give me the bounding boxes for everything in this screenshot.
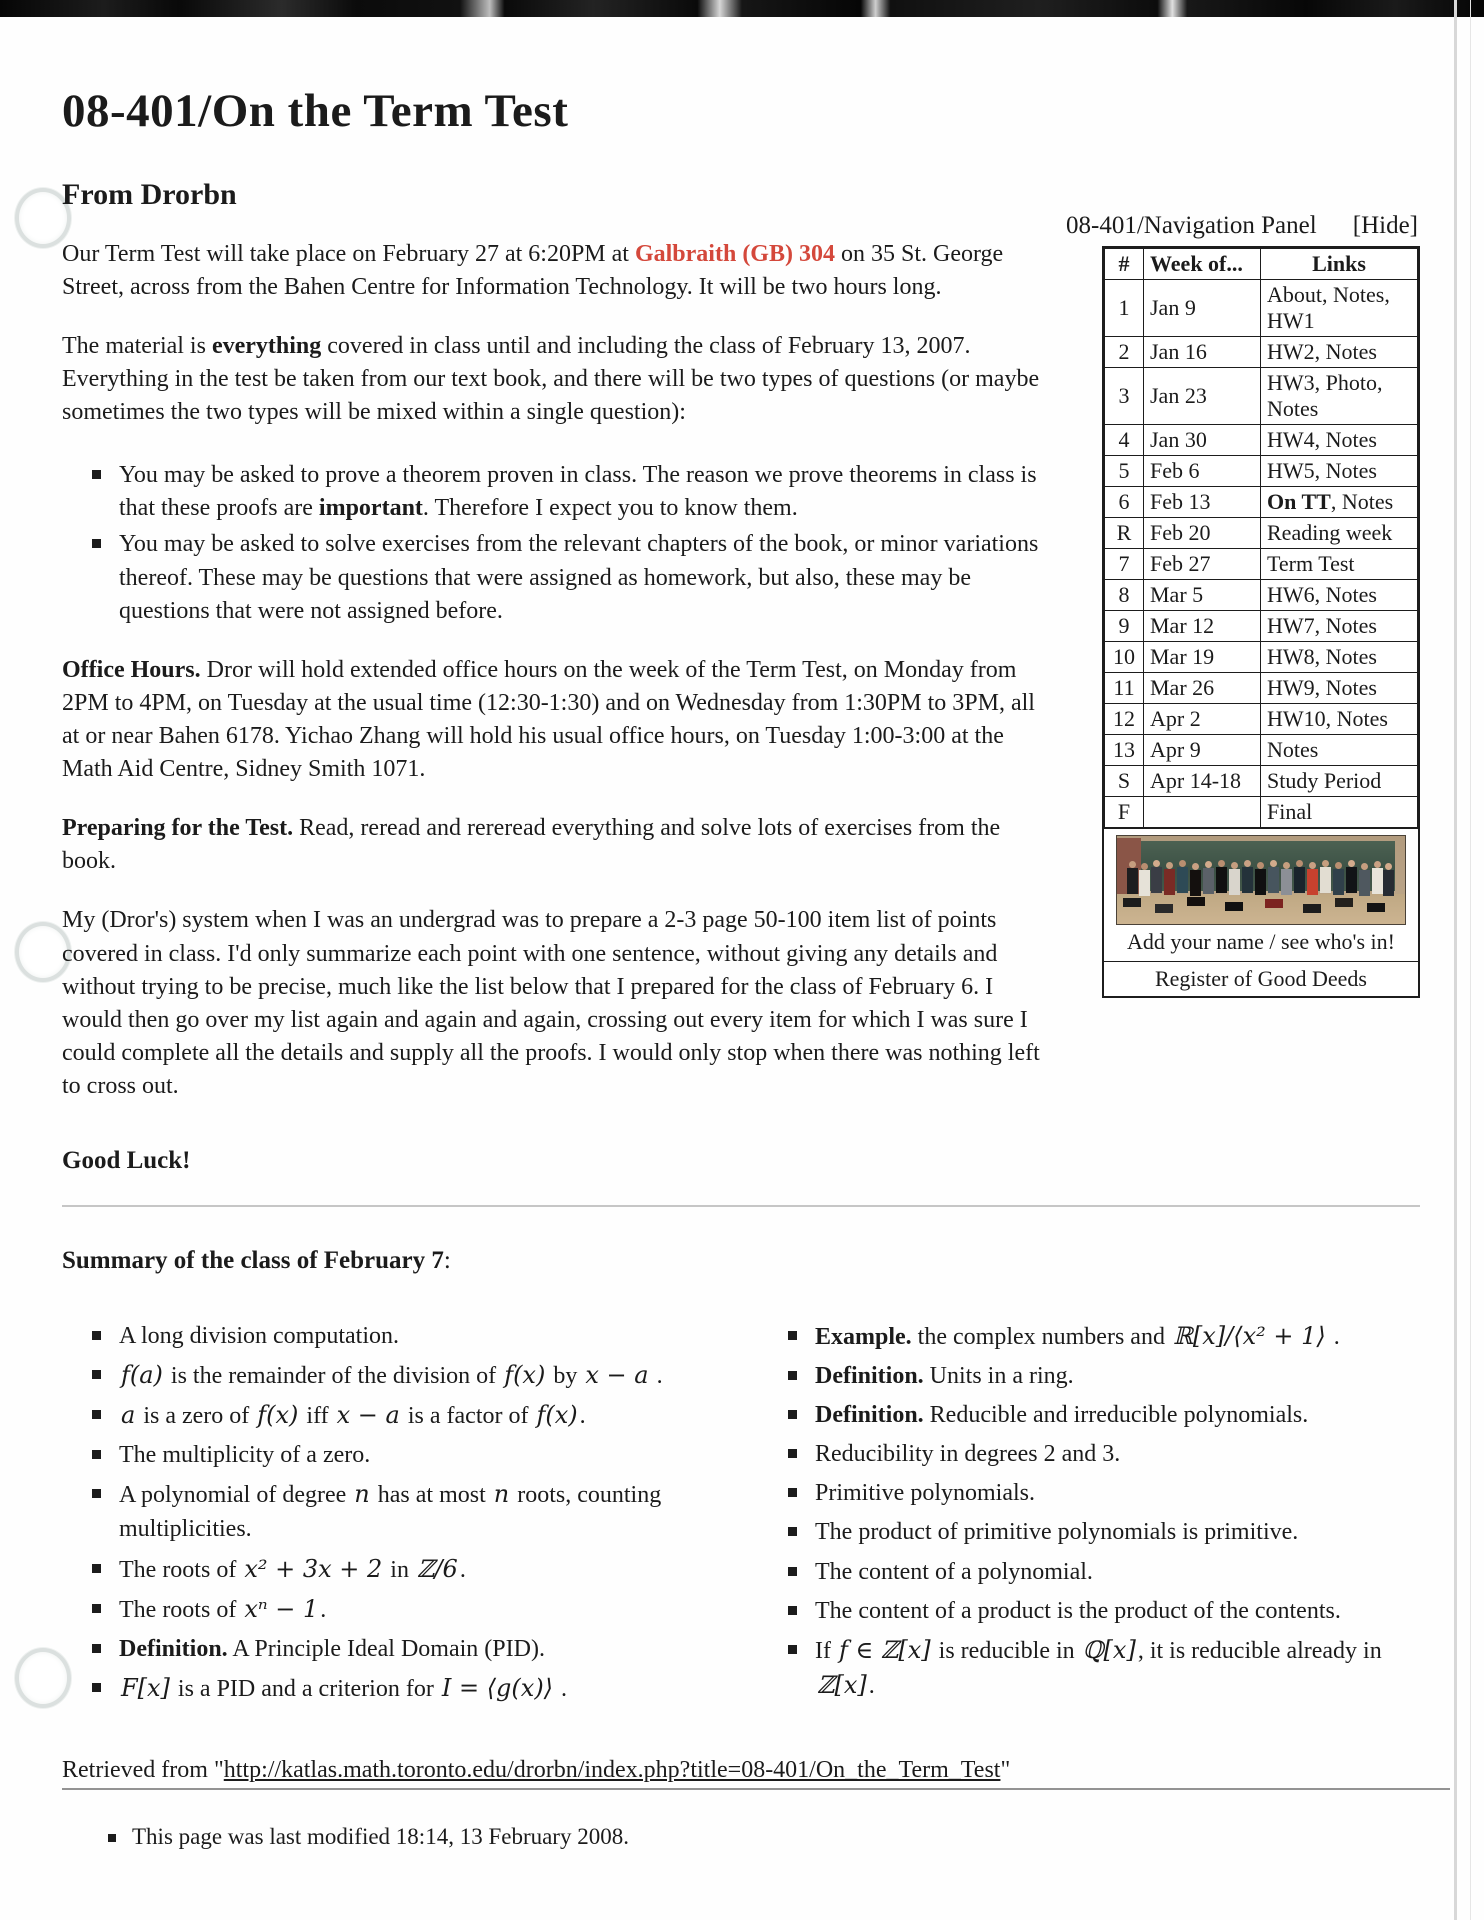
schedule-row [1105, 703, 1418, 734]
text-segment: ℚ[x] [1082, 1635, 1136, 1664]
text-segment: Definition. [815, 1402, 924, 1429]
week-of-cell: Jan 9 [1144, 279, 1261, 336]
week-of-cell [1144, 796, 1261, 827]
links-cell[interactable] [1261, 424, 1418, 455]
list-item [788, 1515, 1420, 1549]
text-segment: , it is reducible already in [1137, 1637, 1382, 1664]
section-divider [62, 1205, 1420, 1207]
column-header-number: # [1105, 248, 1144, 279]
text-segment: Office Hours. [62, 656, 201, 683]
list-item [788, 1633, 1420, 1703]
last-modified-text: This page was last modified 18:14, 13 February 2008. [108, 1824, 1420, 1850]
text-segment: . [650, 1363, 663, 1390]
week-of-cell: Feb 13 [1144, 486, 1261, 517]
text-segment: Notes [1267, 736, 1319, 762]
text-segment: The content of a polynomial. [815, 1558, 1093, 1585]
text-segment: covered in class until and including the class of February 13, 2007. Everything in the test be taken from our text book, and there will be two types of questions (or maybe sometimes the two types will be mixed within a single question): [62, 332, 1040, 426]
text-segment: The multiplicity of a zero. [119, 1442, 371, 1469]
schedule-header-row [1105, 248, 1418, 279]
text-segment: f(a) [121, 1361, 163, 1390]
week-of-cell: Jan 16 [1144, 336, 1261, 367]
retrieved-from-label: Retrieved from " [62, 1756, 224, 1783]
week-number-cell: 2 [1105, 336, 1144, 367]
text-segment: roots, counting multiplicities. [119, 1482, 662, 1543]
text-segment: A Principle Ideal Domain (PID). [227, 1635, 545, 1662]
week-of-cell: Feb 6 [1144, 455, 1261, 486]
text-segment: Summary of the class of February 7 [62, 1247, 444, 1275]
text-segment: F[x] [121, 1673, 170, 1702]
text-segment: . [555, 1675, 568, 1702]
text-segment: HW10, Notes [1267, 705, 1388, 731]
text-segment: is a zero of [137, 1403, 256, 1430]
week-number-cell: 12 [1105, 703, 1144, 734]
list-item [788, 1319, 1420, 1354]
list-item [92, 459, 1420, 525]
list-item [92, 1398, 724, 1433]
good-luck-text: Good Luck! [62, 1147, 191, 1175]
week-of-cell: Feb 27 [1144, 548, 1261, 579]
week-number-cell: 13 [1105, 734, 1144, 765]
list-item [92, 1477, 724, 1546]
list-item [92, 1319, 724, 1353]
text-segment: x − a [336, 1401, 400, 1430]
text-segment: Definition. [815, 1363, 924, 1390]
schedule-row [1105, 279, 1418, 336]
week-number-cell: 1 [1105, 279, 1144, 336]
list-item [92, 1438, 724, 1472]
add-your-name-link[interactable]: Add your name / see who's in! [1127, 928, 1395, 954]
page-title: 08-401/On the Term Test [62, 85, 569, 137]
text-segment: iff [300, 1403, 335, 1430]
text-segment: f(x) [257, 1401, 299, 1430]
text-segment: n [493, 1480, 510, 1509]
list-item [92, 1671, 724, 1706]
retrieved-from-closing-quote: " [1000, 1756, 1011, 1783]
summary-columns [62, 1319, 1420, 1711]
text-segment: is reducible in [932, 1637, 1081, 1664]
text-segment: f ∈ ℤ[x] [838, 1635, 931, 1664]
schedule-row [1105, 765, 1418, 796]
schedule-row [1105, 641, 1418, 672]
week-number-cell: 11 [1105, 672, 1144, 703]
list-item [92, 1358, 724, 1393]
text-segment: HW3, Photo, Notes [1267, 369, 1383, 421]
text-segment: A polynomial of degree [119, 1482, 353, 1509]
text-segment: has at most [371, 1482, 492, 1509]
text-segment: , Notes [1330, 488, 1394, 514]
links-cell[interactable] [1261, 734, 1418, 765]
list-item [92, 1632, 724, 1666]
photo-people-heads [1117, 836, 1124, 843]
text-segment: . [320, 1596, 327, 1623]
week-number-cell: 5 [1105, 455, 1144, 486]
red-link-text[interactable]: Galbraith (GB) 304 [634, 240, 835, 267]
text-segment: Units in a ring. [923, 1363, 1074, 1390]
week-number-cell: F [1105, 796, 1144, 827]
text-segment: Dror will hold extended office hours on the week of the Term Test, on Monday from 2PM to 4PM, on Tuesday at the usual time (12:30-1:30) and on Wednesday from 1:30PM to 3PM, all at or near Bahen 6178. Yichao Zhang will hold his usual office hours, on Tuesday 1:00-3:00 at the Math Aid Centre, Sidney Smith 1071. [62, 656, 1035, 783]
text-segment: ℝ[x]/⟨x² + 1⟩ [1172, 1322, 1326, 1351]
text-segment: a [121, 1401, 136, 1430]
summary-left-list [92, 1319, 724, 1711]
text-segment: Definition. [119, 1635, 228, 1662]
schedule-row [1105, 424, 1418, 455]
text-segment: The content of a product is the product of the contents. [815, 1597, 1341, 1624]
week-of-cell: Mar 5 [1144, 579, 1261, 610]
text-segment: in [384, 1556, 415, 1583]
text-segment: On TT [1267, 488, 1331, 514]
text-segment: . [459, 1556, 466, 1583]
list-item [788, 1476, 1420, 1510]
text-segment: . [579, 1403, 586, 1430]
text-segment: The roots of [119, 1596, 243, 1623]
schedule-row [1105, 336, 1418, 367]
week-of-cell: Apr 14-18 [1144, 765, 1261, 796]
text-segment: n [354, 1480, 370, 1509]
question-types-list [92, 459, 1420, 628]
text-segment: Our Term Test will take place on February 27 at 6:20PM at [62, 240, 635, 267]
text-segment: Reducibility in degrees 2 and 3. [815, 1441, 1121, 1468]
navigation-panel-title: 08-401/Navigation Panel [1066, 211, 1317, 239]
text-segment: xⁿ − 1 [244, 1594, 319, 1623]
links-cell[interactable] [1261, 703, 1418, 734]
text-segment: The material is [62, 332, 212, 359]
column-header-links: Links [1261, 248, 1418, 279]
text-segment: Preparing for the Test. [62, 815, 294, 842]
links-cell[interactable] [1261, 641, 1418, 672]
list-item [788, 1555, 1420, 1589]
week-number-cell: 4 [1105, 424, 1144, 455]
text-segment: Reading week [1267, 519, 1393, 545]
week-of-cell: Mar 26 [1144, 672, 1261, 703]
retrieved-from-line [62, 1757, 1420, 1784]
week-of-cell: Feb 20 [1144, 517, 1261, 548]
text-segment: : [443, 1247, 451, 1275]
text-segment: ℤ/6 [416, 1554, 458, 1583]
week-of-cell: Apr 2 [1144, 703, 1261, 734]
photo-chalkboard [1141, 841, 1395, 891]
text-segment: Primitive polynomials. [815, 1480, 1035, 1507]
text-segment: f(x) [536, 1401, 578, 1430]
text-segment: Term Test [1267, 550, 1355, 576]
schedule-row [1105, 672, 1418, 703]
week-of-cell: Jan 30 [1144, 424, 1261, 455]
summary-right-list [788, 1319, 1420, 1711]
text-segment: on 35 St. George Street, across from the Bahen Centre for Information Technology. It will be two hours long. [62, 240, 1004, 300]
week-of-cell: Mar 19 [1144, 641, 1261, 672]
text-segment: Read, reread and rereread everything and solve lots of exercises from the book. [62, 815, 1001, 875]
text-segment: x² + 3x + 2 [244, 1554, 383, 1583]
list-item [92, 528, 1420, 627]
text-segment: The roots of [119, 1556, 243, 1583]
list-item [788, 1398, 1420, 1432]
text-segment: Example. [815, 1324, 912, 1351]
week-number-cell: 6 [1105, 486, 1144, 517]
links-cell[interactable] [1261, 765, 1418, 796]
week-of-cell: Apr 9 [1144, 734, 1261, 765]
photo-desks [1117, 894, 1405, 924]
text-segment: by [547, 1363, 584, 1390]
week-number-cell: S [1105, 765, 1144, 796]
page-subtitle: From Drorbn [62, 177, 237, 211]
text-segment: My (Dror's) system when I was an undergrad was to prepare a 2-3 page 50-100 item list of points covered in class. I'd only summarize each point with one sentence, without giving any details and without trying to be precise, much like the list below that I prepared for the class of February 6. I would then go over my list again and again and again, crossing out every item for which I was sure I could complete all the details and supply all the proofs. I would only stop when there was nothing left to cross out. [62, 907, 1040, 1099]
text-segment: is a PID and a criterion for [171, 1675, 440, 1702]
text-segment: is the remainder of the division of [164, 1363, 503, 1390]
week-number-cell: 7 [1105, 548, 1144, 579]
text-segment: f(x) [504, 1361, 546, 1390]
text-segment: Reducible and irreducible polynomials. [923, 1402, 1309, 1429]
text-segment: HW6, Notes [1267, 581, 1377, 607]
text-segment: Final [1267, 798, 1313, 824]
week-of-cell: Mar 12 [1144, 610, 1261, 641]
text-segment: HW4, Notes [1267, 426, 1377, 452]
list-item [92, 1552, 724, 1587]
text-segment: is a factor of [401, 1403, 535, 1430]
week-of-cell: Jan 23 [1144, 367, 1261, 424]
hide-panel-link[interactable]: [Hide] [1352, 211, 1418, 239]
text-segment: HW9, Notes [1267, 674, 1377, 700]
page-info-list [108, 1824, 1420, 1850]
schedule-row [1105, 367, 1418, 424]
source-url-link[interactable]: http://katlas.math.toronto.edu/drorbn/index.php?title=08-401/On_the_Term_Test [223, 1756, 1001, 1783]
navigation-panel-titlebar [1066, 212, 1420, 246]
list-item [92, 1592, 724, 1627]
week-number-cell: R [1105, 517, 1144, 548]
links-cell[interactable] [1261, 336, 1418, 367]
links-cell[interactable] [1261, 367, 1418, 424]
summary-heading [62, 1247, 1420, 1275]
text-segment: HW5, Notes [1267, 457, 1377, 483]
week-number-cell: 9 [1105, 610, 1144, 641]
text-segment: Study Period [1267, 767, 1382, 793]
text-segment: the complex numbers and [911, 1324, 1171, 1351]
text-segment: . [1327, 1324, 1340, 1351]
text-segment: x − a [585, 1361, 649, 1390]
class-photo-cell [1104, 828, 1418, 961]
links-cell[interactable] [1261, 279, 1418, 336]
week-number-cell: 3 [1105, 367, 1144, 424]
schedule-row [1105, 796, 1418, 827]
text-segment: About, Notes, HW1 [1267, 281, 1390, 333]
links-cell[interactable] [1261, 672, 1418, 703]
text-segment: everything [211, 332, 322, 359]
text-segment: A long division computation. [119, 1323, 399, 1350]
print-footer [62, 1757, 1420, 1850]
text-segment: You may be asked to solve exercises from the relevant chapters of the book, or minor variations thereof. These may be questions that were assigned as homework, but also, these may be questions that were not assigned before. [119, 531, 1039, 624]
text-segment: HW2, Notes [1267, 338, 1377, 364]
list-item [788, 1594, 1420, 1628]
text-segment: You may be asked to prove a theorem proven in class. The reason we prove theorems in class is that these proofs are [119, 462, 1037, 522]
text-segment: The product of primitive polynomials is primitive. [815, 1519, 1299, 1546]
register-good-deeds-link[interactable]: Register of Good Deeds [1104, 961, 1418, 996]
text-segment: ℤ[x] [817, 1670, 867, 1699]
text-segment: I = ⟨g(x)⟩ [441, 1673, 554, 1702]
text-segment: important [318, 495, 423, 522]
links-cell[interactable] [1261, 796, 1418, 827]
schedule-row [1105, 734, 1418, 765]
footer-divider [62, 1788, 1450, 1790]
text-segment: . [868, 1672, 875, 1699]
week-number-cell: 8 [1105, 579, 1144, 610]
list-item [788, 1359, 1420, 1393]
text-segment: . Therefore I expect you to know them. [422, 495, 798, 522]
week-number-cell: 10 [1105, 641, 1144, 672]
text-segment: HW8, Notes [1267, 643, 1377, 669]
text-segment: If [815, 1637, 837, 1664]
list-item [788, 1437, 1420, 1471]
text-segment: HW7, Notes [1267, 612, 1377, 638]
class-photo[interactable] [1116, 835, 1406, 925]
column-header-week: Week of... [1144, 248, 1261, 279]
